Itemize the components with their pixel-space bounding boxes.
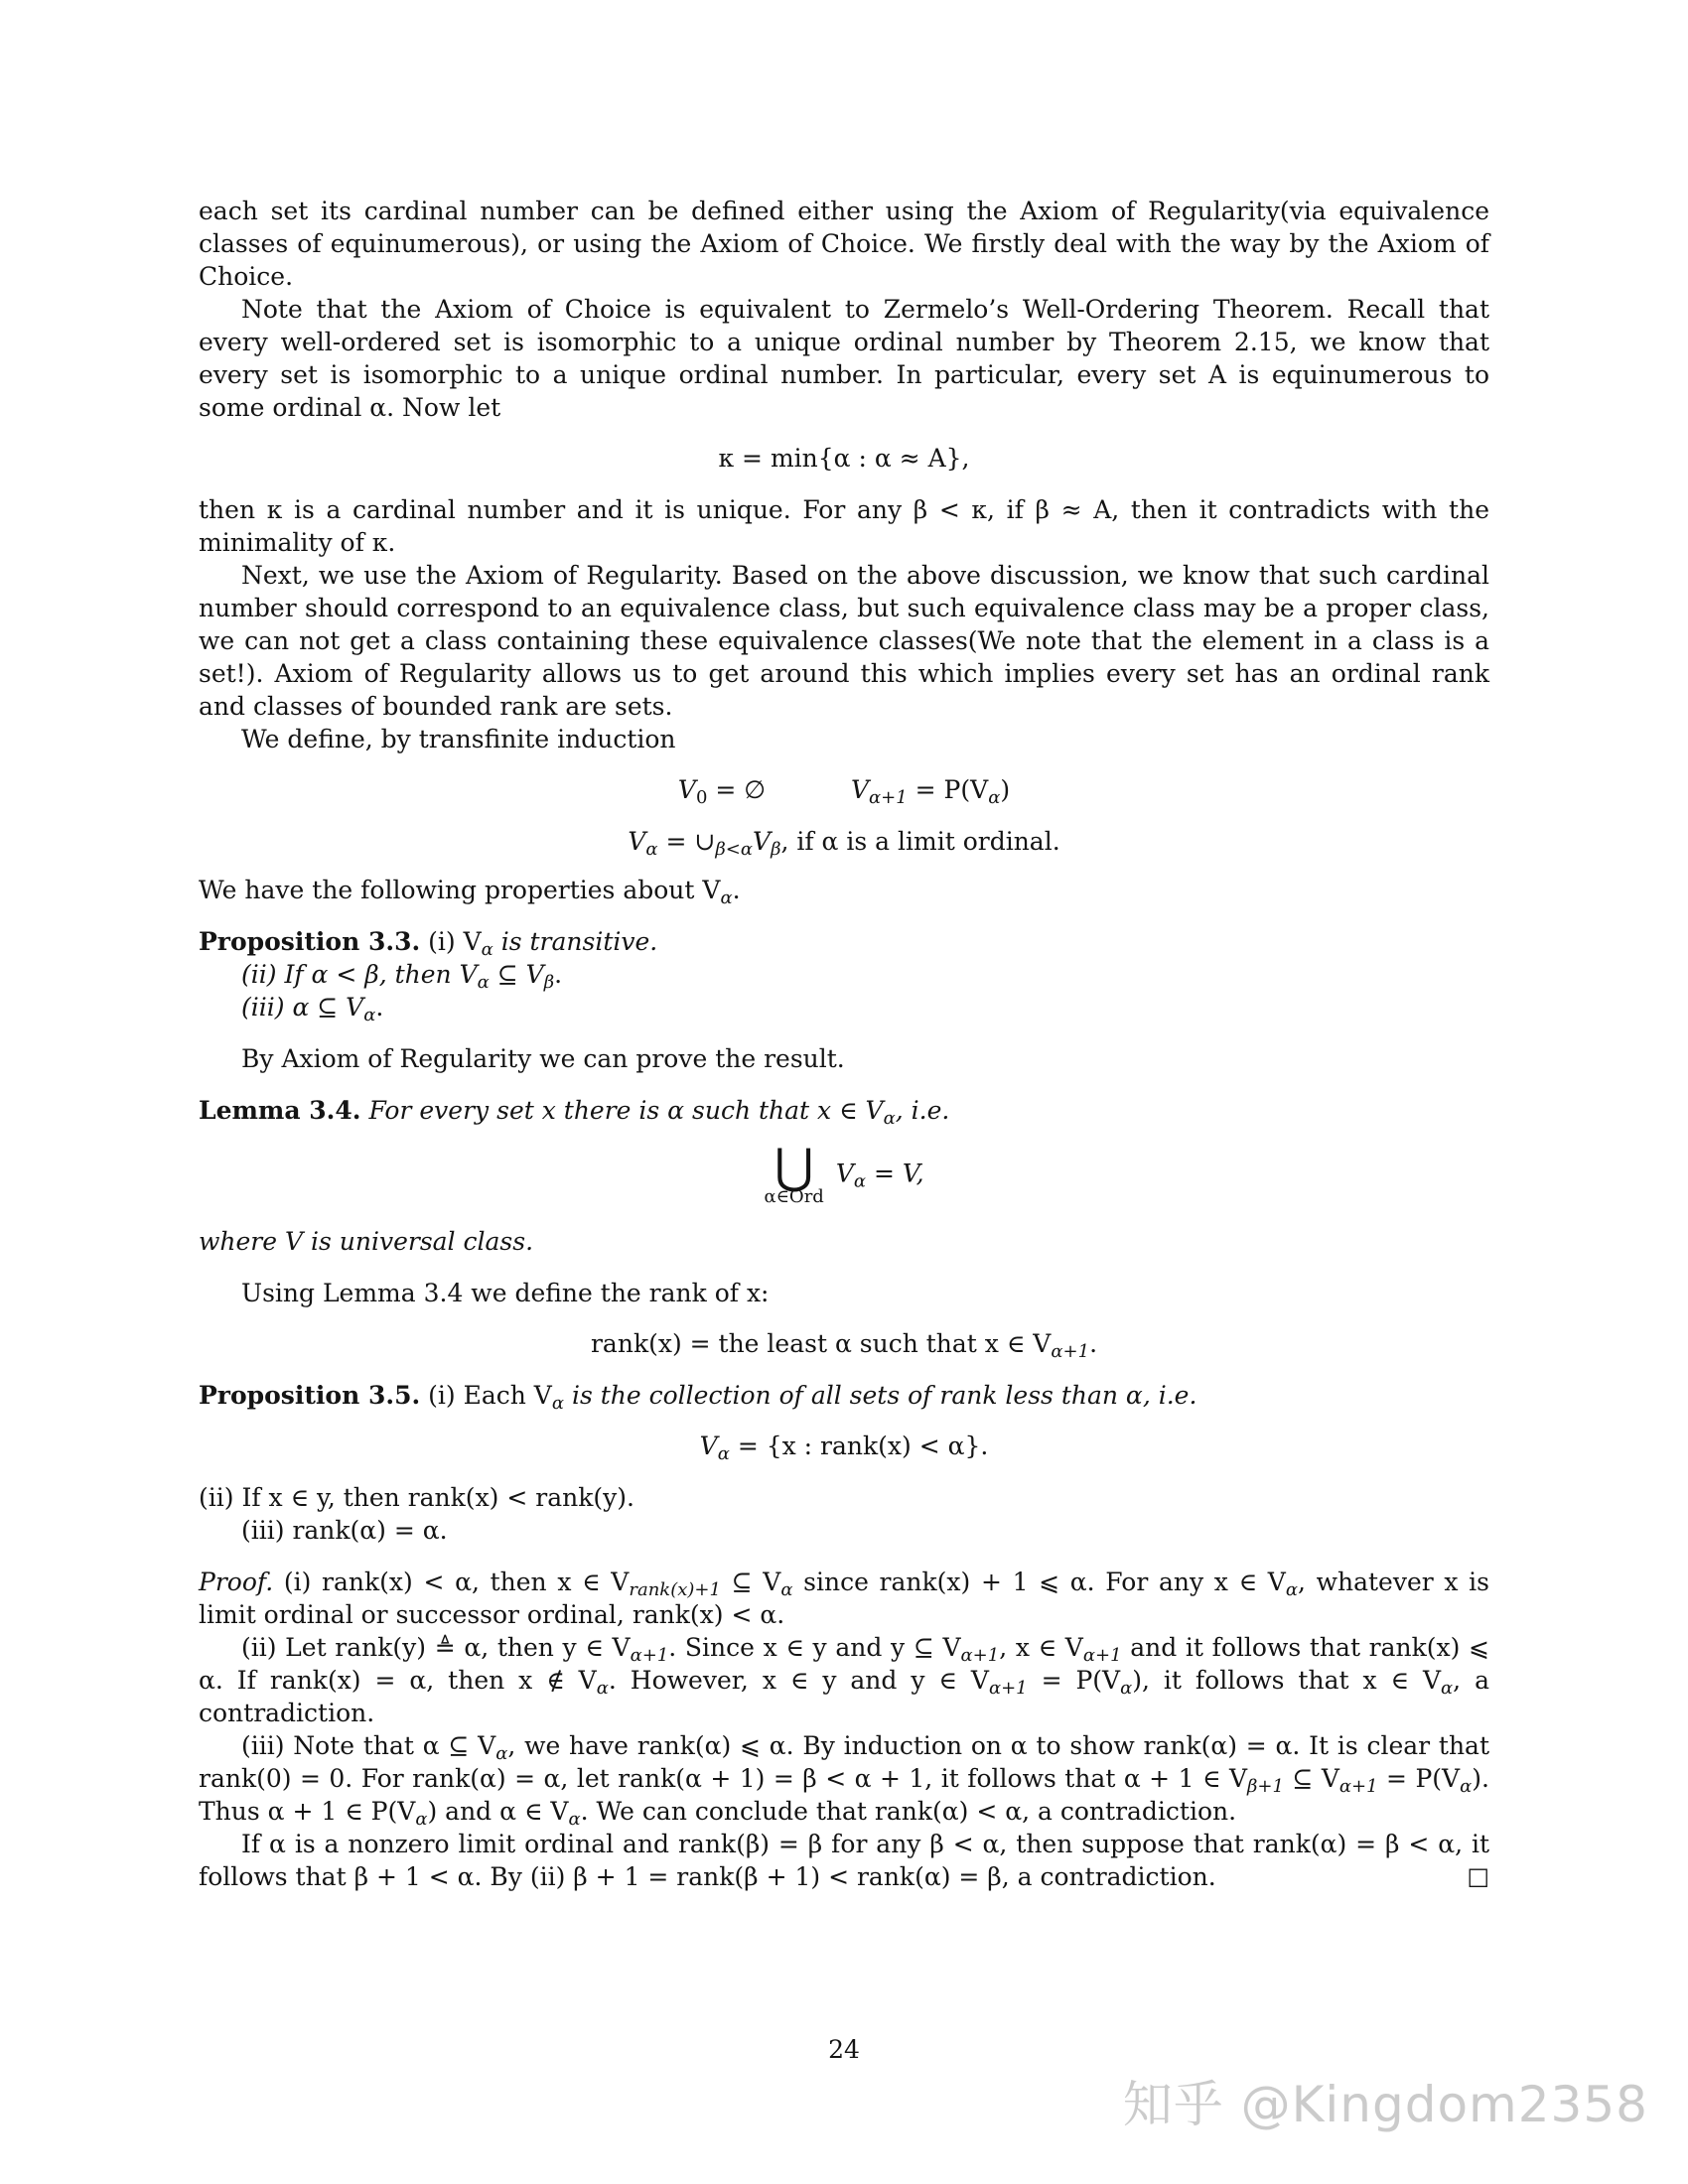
paragraph-8: Using Lemma 3.4 we define the rank of x: <box>241 1279 770 1307</box>
proposition-3-5-iii: (iii) rank(α) = α. <box>241 1516 448 1545</box>
watermark: 知乎 @Kingdom2358 <box>1122 2076 1648 2133</box>
lemma-3-4-tail: where V is universal class. <box>199 1227 534 1256</box>
lemma-label: Lemma 3.4. <box>199 1096 361 1125</box>
equation-v-base: $V_0$ = ∅ $V_{\alpha+1} = P(V_\alpha)$ <box>677 775 1011 808</box>
proposition-label: Proposition 3.3. <box>199 927 421 956</box>
equation-union: ⋃ α∈Ord $V_\alpha = V$, <box>764 1139 924 1207</box>
page-content <box>199 195 1489 1893</box>
page-number: 24 <box>828 2035 860 2064</box>
paragraph-7: By Axiom of Regularity we can prove the result. <box>241 1044 845 1073</box>
paragraph-5: We define, by transfinite induction <box>241 725 676 753</box>
proof-part-4: If α is a nonzero limit ordinal and rank(β) = β for any β < α, then suppose that rank(α) = β < α, it follows that β + 1 < α. By (ii) β + 1 = rank(β + 1) < rank(α) = β, a contradiction. □ <box>199 1830 1489 1891</box>
qed-symbol: □ <box>1467 1862 1489 1890</box>
proposition-3-3-iii: (iii) α ⊆ $V_\alpha$. <box>241 993 384 1025</box>
proposition-3-3-ii: (ii) If α < β, then $V_\alpha$ ⊆ $V_\beta$. <box>241 960 563 993</box>
proof-part-2: (ii) Let rank(y) ≜ α, then y ∈ $V_{\alpha+1}$. Since x ∈ y and y ⊆ $V_{\alpha+1}$, x ∈ $V_{\alpha+1}$ and it follows that rank(x) ⩽ α. If rank(x) = α, then x ∉ $V_\alpha$. However, x ∈ y and y ∈ $V_{\alpha+1} = P(V_\alpha)$, it follows that x ∈ $V_\alpha$, a contradiction. <box>199 1633 1489 1727</box>
proof-part-1: Proof. (i) rank(x) < α, then x ∈ $V_{rank(x)+1}$ ⊆ $V_\alpha$ since rank(x) + 1 ⩽ α. For any x ∈ $V_\alpha$, whatever x is limit ordinal or successor ordinal, rank(x) < α. <box>199 1568 1490 1629</box>
proof-part-3: (iii) Note that α ⊆ $V_\alpha$, we have rank(α) ⩽ α. By induction on α to show rank(α) = α. It is clear that rank(0) = 0. For rank(α) = α, let rank(α + 1) = β < α + 1, it follows that α + 1 ∈ $V_{\beta+1}$ ⊆ $V_{\alpha+1} = P(V_\alpha)$. Thus α + 1 ∈ $P(V_\alpha)$ and α ∈ $V_\alpha$. We can conclude that rank(α) < α, a contradiction. <box>199 1731 1489 1830</box>
proposition-3-5: Proposition 3.5. (i) Each $V_\alpha$ is the collection of all sets of rank less than α, i.e. <box>199 1381 1197 1414</box>
proposition-3-3: Proposition 3.3. (i) $V_\alpha$ is transitive. <box>199 927 658 960</box>
equation-kappa: κ = min{α : α ≈ A}, <box>718 444 970 473</box>
paragraph-6: We have the following properties about $V_\alpha$. <box>199 876 741 908</box>
equation-rank: rank(x) = the least α such that x ∈ $V_{\alpha+1}$. <box>590 1329 1098 1362</box>
paragraph-3: then κ is a cardinal number and it is unique. For any β < κ, if β ≈ A, then it contradicts with the minimality of κ. <box>199 495 1489 557</box>
proposition-label: Proposition 3.5. <box>199 1381 421 1410</box>
paragraph-4: Next, we use the Axiom of Regularity. Based on the above discussion, we know that such cardinal number should correspond to an equivalence class, but such equivalence class may be a proper class, we can not get a class containing these equivalence classes(We note that the element in a class is a set!). Axiom of Regularity allows us to get around this which implies every set has an ordinal rank and classes of bounded rank are sets. <box>199 561 1489 721</box>
lemma-3-4: Lemma 3.4. For every set x there is α such that x ∈ $V_\alpha$, i.e. <box>199 1096 950 1129</box>
equation-v-limit: $V_\alpha$ = $\cup_{\beta<\alpha}V_\beta$, if α is a limit ordinal. <box>628 827 1060 860</box>
proof-label: Proof. <box>199 1568 274 1596</box>
paragraph-1: each set its cardinal number can be defined either using the Axiom of Regularity(via equivalence classes of equinumerous), or using the Axiom of Choice. We firstly deal with the way by the Axiom of Choice. <box>199 197 1489 291</box>
proposition-3-5-ii: (ii) If x ∈ y, then rank(x) < rank(y). <box>199 1483 634 1512</box>
equation-prop35: $V_\alpha = \{x$ : rank(x) < α}. <box>699 1432 989 1464</box>
paragraph-2: Note that the Axiom of Choice is equivalent to Zermelo’s Well-Ordering Theorem. Recall that every well-ordered set is isomorphic to a unique ordinal number by Theorem 2.15, we know that every set is isomorphic to a unique ordinal number. In particular, every set A is equinumerous to some ordinal α. Now let <box>199 295 1489 422</box>
